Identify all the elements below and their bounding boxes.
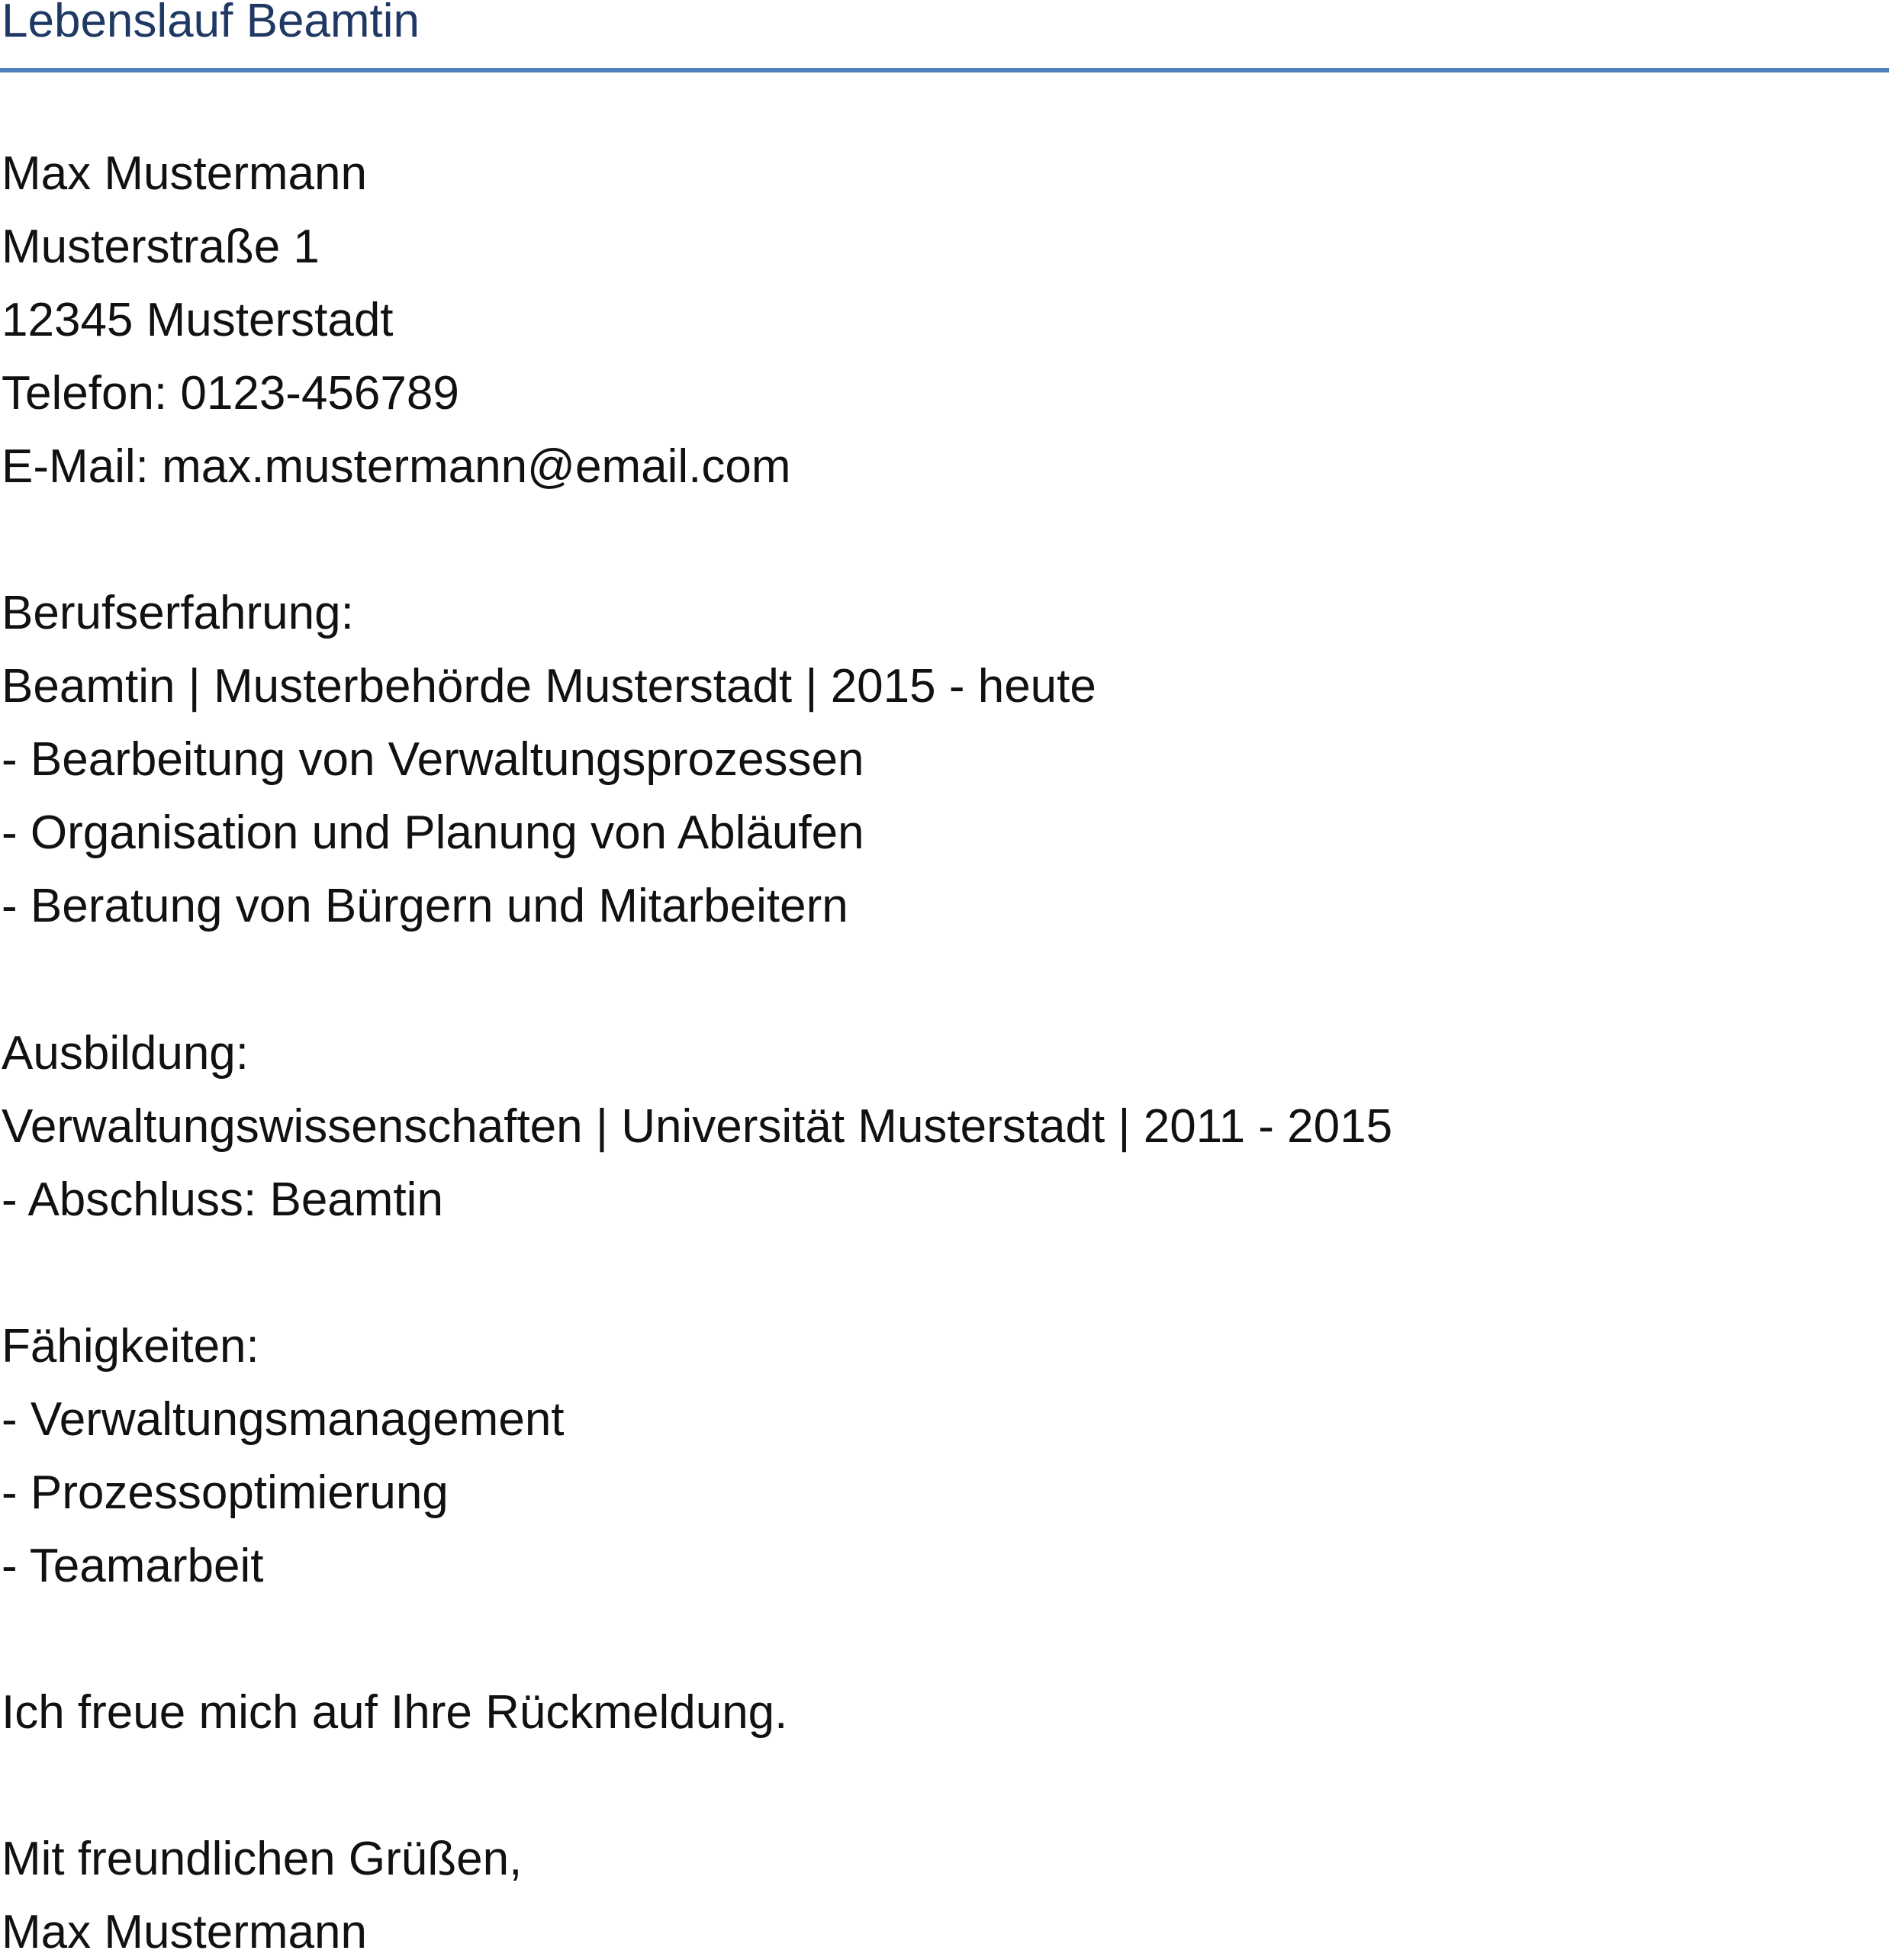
contact-name: Max Mustermann <box>2 147 367 200</box>
document-title: Lebenslauf Beamtin <box>2 0 420 47</box>
experience-item: - Bearbeitung von Verwaltungsprozessen <box>2 733 864 786</box>
signature-name: Max Mustermann <box>2 1906 367 1958</box>
experience-item: - Beratung von Bürgern und Mitarbeitern <box>2 880 848 932</box>
contact-email: E-Mail: max.mustermann@email.com <box>2 440 791 493</box>
contact-city: 12345 Musterstadt <box>2 294 394 346</box>
skills-item: - Prozessoptimierung <box>2 1466 449 1519</box>
closing-greeting: Mit freundlichen Grüßen, <box>2 1833 523 1885</box>
skills-item: - Teamarbeit <box>2 1540 264 1592</box>
experience-heading: Berufserfahrung: <box>2 587 354 639</box>
skills-item: - Verwaltungsmanagement <box>2 1393 565 1446</box>
education-heading: Ausbildung: <box>2 1027 249 1080</box>
contact-phone: Telefon: 0123-456789 <box>2 367 459 420</box>
education-entry: Verwaltungswissenschaften | Universität Musterstadt | 2011 - 2015 <box>2 1100 1393 1153</box>
experience-item: - Organisation und Planung von Abläufen <box>2 806 864 859</box>
closing-text: Ich freue mich auf Ihre Rückmeldung. <box>2 1686 788 1739</box>
title-underline <box>0 68 1889 72</box>
experience-position: Beamtin | Musterbehörde Musterstadt | 2015 - heute <box>2 660 1096 713</box>
contact-street: Musterstraße 1 <box>2 220 320 273</box>
skills-heading: Fähigkeiten: <box>2 1320 259 1373</box>
education-item: - Abschluss: Beamtin <box>2 1173 443 1226</box>
